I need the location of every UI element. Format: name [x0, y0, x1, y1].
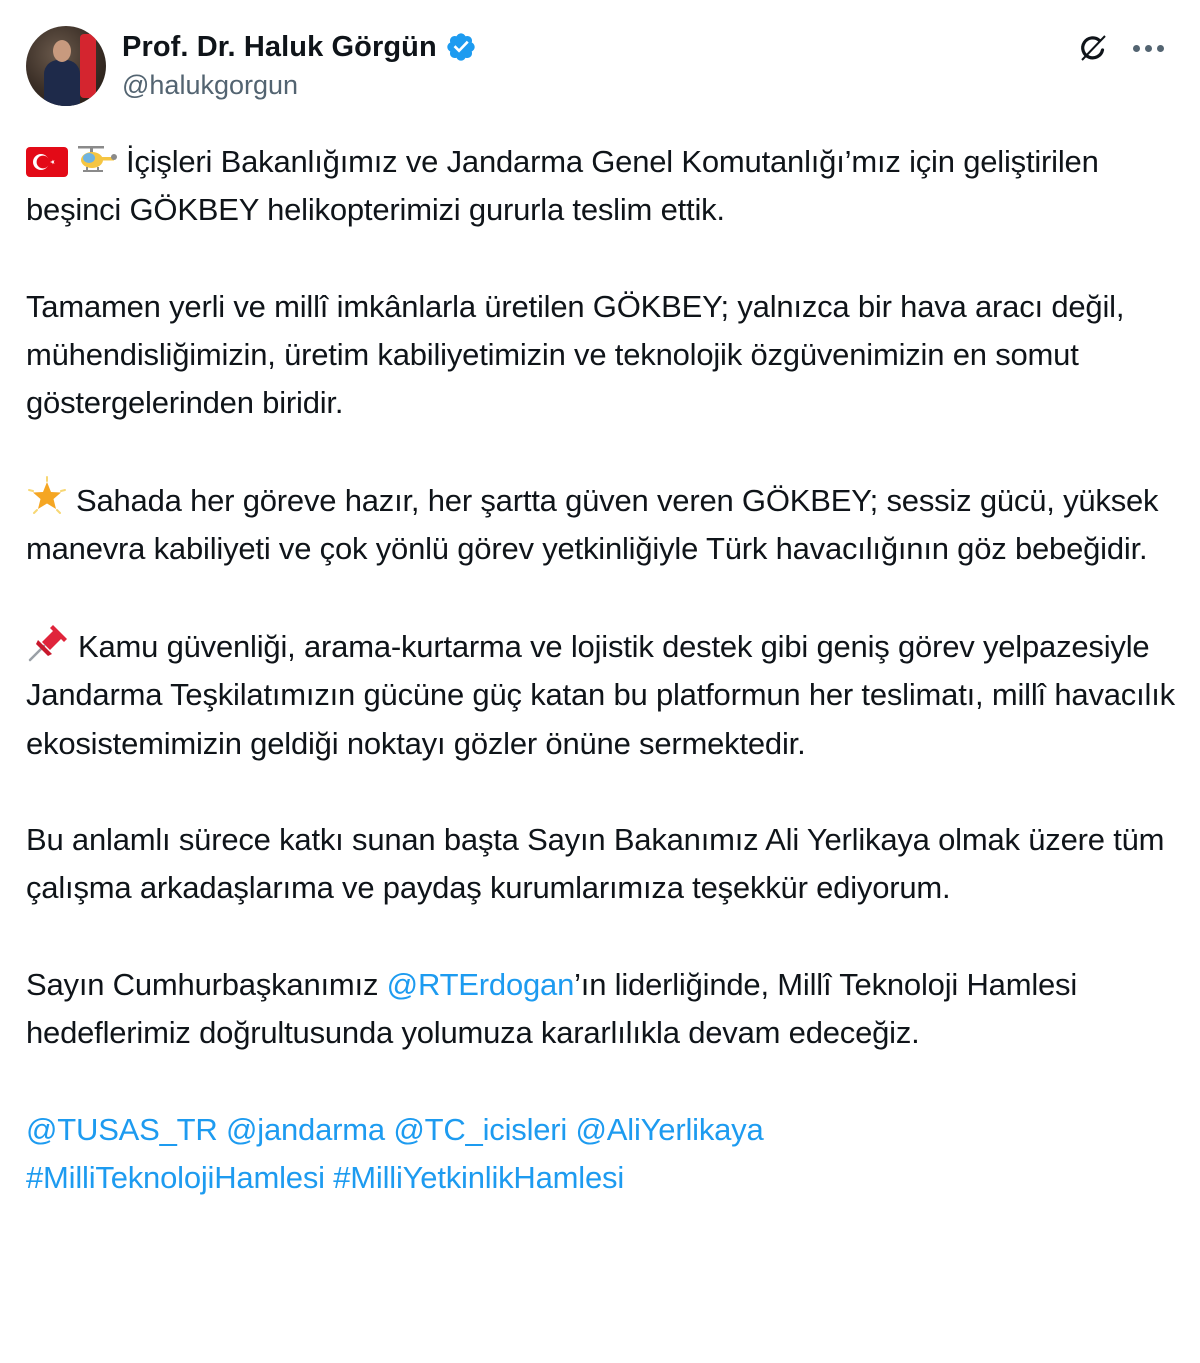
more-horizontal-icon[interactable] [1133, 45, 1164, 52]
paragraph-6 [26, 961, 1186, 1058]
avatar-suit [44, 60, 80, 106]
turkish-flag-icon [26, 147, 68, 177]
paragraph-3-text: Sahada her göreve hazır, her şartta güven veren GÖKBEY; sessiz gücü, yüksek manevra kabiliyeti ve çok yönlü görev yetkinliğiyle Türk havacılığının göz bebeğidir. [26, 483, 1159, 567]
paragraph-3 [26, 476, 1186, 574]
mention-jandarma-link[interactable]: @jandarma [226, 1111, 385, 1147]
grok-icon[interactable] [1075, 30, 1111, 66]
paragraph-5 [26, 816, 1186, 913]
more-dot [1157, 45, 1164, 52]
mention-aliyerlikaya-link[interactable]: @AliYerlikaya [575, 1111, 764, 1147]
avatar-flag [80, 34, 96, 98]
pushpin-icon [26, 622, 70, 662]
tweet-text [26, 138, 1186, 1203]
mention-tc-icisleri-link[interactable]: @TC_icisleri [393, 1111, 568, 1147]
paragraph-5-text: Bu anlamlı sürece katkı sunan başta Sayın Bakanımız Ali Yerlikaya olmak üzere tüm çalışma arkadaşlarıma ve paydaş kurumlarımıza teşekkür ediyorum. [26, 822, 1165, 906]
paragraph-6-text-before: Sayın Cumhurbaşkanımız [26, 967, 387, 1003]
header-actions [1075, 28, 1164, 68]
more-dot [1145, 45, 1152, 52]
glowing-star-icon [26, 476, 68, 516]
tweet-header [24, 24, 1176, 108]
paragraph-4-text: Kamu güvenliği, arama-kurtarma ve lojistik destek gibi geniş görev yelpazesiyle Jandarma Teşkilatımızın gücüne güç katan bu platformun her teslimatı, millî havacılık ekosistemimizin geldiği noktayı gözler önüne sermektedir. [26, 628, 1175, 761]
more-dot [1133, 45, 1140, 52]
helicopter-icon [76, 143, 118, 177]
author-block [122, 28, 477, 101]
paragraph-2 [26, 283, 1186, 428]
hashtag-millitecnolojihamlesi-link[interactable]: #MilliTeknolojiHamlesi [26, 1160, 325, 1196]
avatar[interactable] [26, 26, 106, 106]
paragraph-1-text: İçişleri Bakanlığımız ve Jandarma Genel Komutanlığı’mız için geliştirilen beşinci GÖKBEY helikopterimizi gururla teslim ettik. [26, 144, 1099, 228]
author-handle[interactable]: @halukgorgun [122, 70, 299, 100]
paragraph-4 [26, 622, 1186, 768]
hashtags-line [26, 1154, 1186, 1202]
mention-rterdogan-link[interactable]: @RTErdogan [386, 967, 575, 1003]
avatar-face [53, 40, 71, 62]
hashtag-milliyetkinlikhamlesi-link[interactable]: #MilliYetkinlikHamlesi [333, 1160, 625, 1196]
display-name-row [122, 28, 477, 66]
paragraph-1 [26, 138, 1186, 235]
paragraph-6-text-after: ’ın liderliğinde, Millî Teknoloji Hamlesi hedeflerimiz doğrultusunda yolumuza kararlılıkla devam edeceğiz. [26, 967, 1078, 1051]
mention-tusas-link[interactable]: @TUSAS_TR [26, 1111, 218, 1147]
paragraph-2-text: Tamamen yerli ve millî imkânlarla üretilen GÖKBEY; yalnızca bir hava aracı değil, mühendisliğimizin, üretim kabiliyetimizin ve teknolojik özgüvenimizin en somut göstergelerinden biridir. [26, 288, 1125, 421]
verified-badge-icon[interactable] [445, 31, 477, 63]
author-display-name[interactable]: Prof. Dr. Haluk Görgün [122, 30, 437, 63]
mentions-line [26, 1106, 1186, 1154]
